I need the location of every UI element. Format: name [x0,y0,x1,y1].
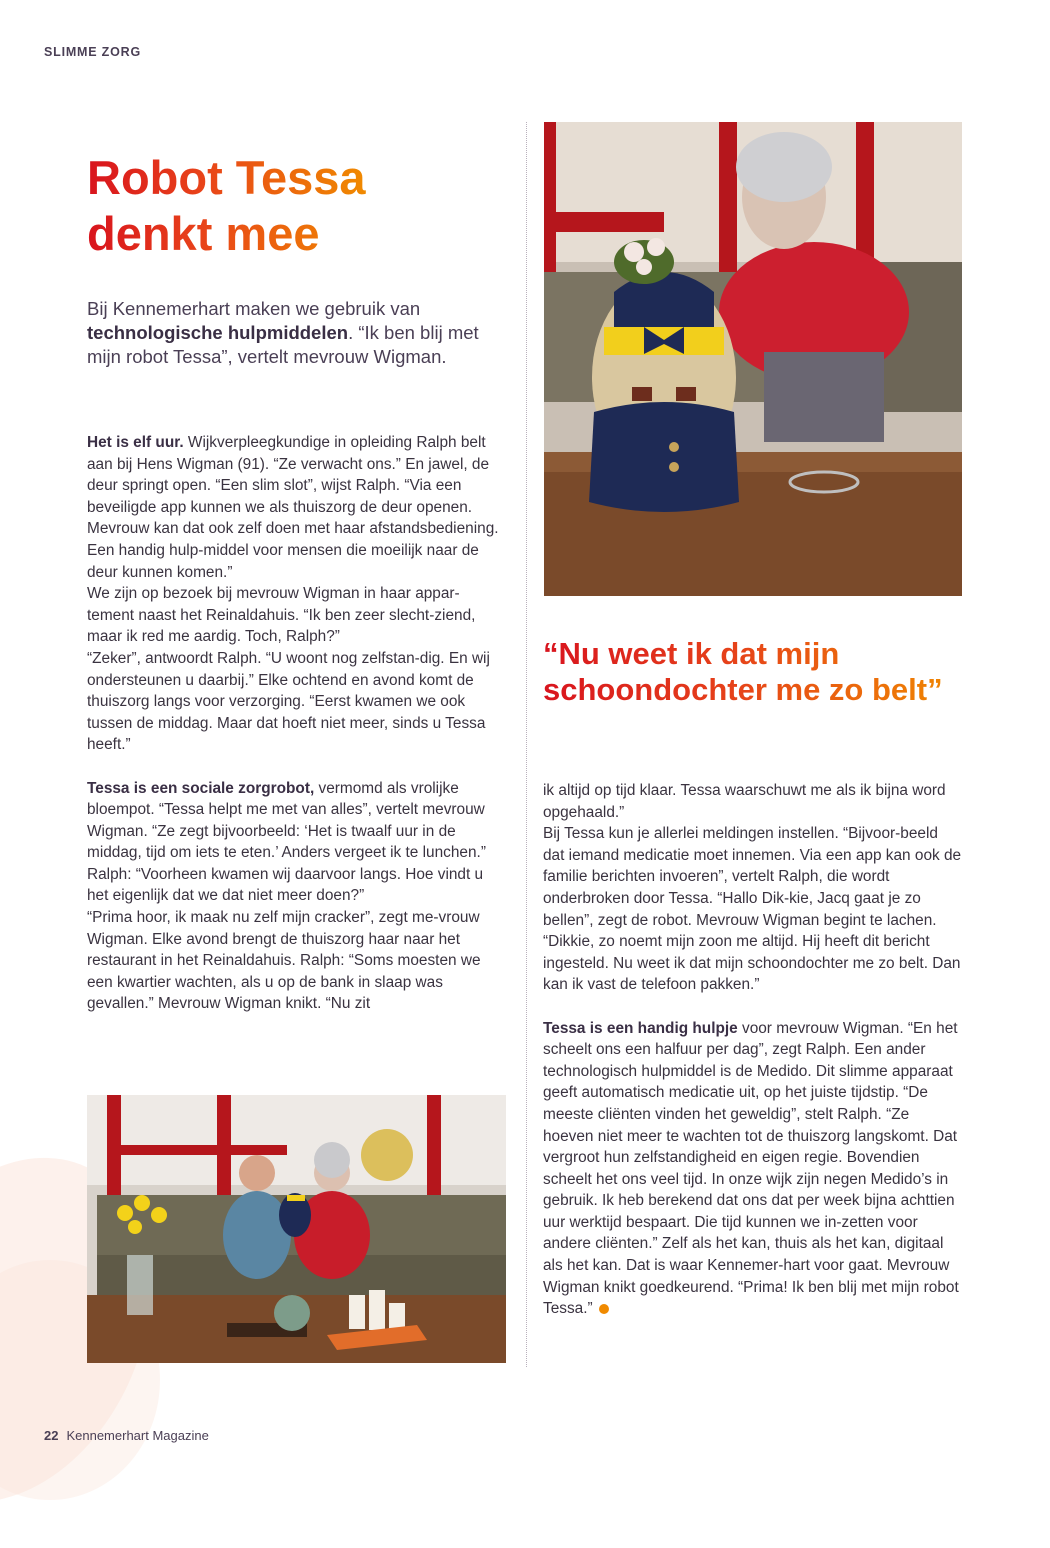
body-paragraph [543,780,963,823]
intro-paragraph [87,297,507,369]
paragraph-gap [87,756,505,778]
photo-robot-image [544,122,962,596]
right-column-text [543,780,963,1320]
paragraph-lead: Tessa is een handig hulpje [543,1019,738,1037]
paragraph-lead: Het is elf uur. [87,434,184,451]
body-paragraph [87,432,505,583]
column-divider [526,122,527,1367]
page-number: 22 [44,1428,59,1443]
title-line: denkt mee [87,207,320,260]
left-column-text [87,432,505,1015]
body-paragraph [543,1018,963,1320]
body-paragraph [87,583,505,648]
paragraph-text: “Zeker”, antwoordt Ralph. “U woont nog zelfstan-dig. En wij ondersteunen u daarbij.” Elke ochtend en avond komt de thuiszorg langs voor verzorging. “Eerst kwamen we ook tussen de middag. Maar dat hoeft niet meer, sinds u Tessa heeft.” [87,649,490,754]
section-label: SLIMME ZORG [44,45,141,59]
body-paragraph [543,823,963,996]
paragraph-text: voor mevrouw Wigman. “En het scheelt ons een halfuur per dag”, zegt Ralph. Een ander technologisch hulpmiddel is de Medido. Dit slimme apparaat geeft automatisch medicatie uit, op het juiste tijdstip. “De meeste cliënten vinden het geweldig”, stelt Ralph. “Ze hoeven niet meer te wachten tot de thuiszorg langskomt. Dat vergroot hun zelfstandigheid en eigen regie. Bovendien scheelt het ons veel tijd. In onze wijk zijn negen Medido’s in gebruik. Ik heb berekend dat ons dat per week bijna achttien uur werktijd bespaart. Die tijd kunnen we in-zetten voor andere cliënten.” Zelf als het kan, thuis als het kan, digitaal als het kan. Dat is waar Kennemer-hart voor gaat. Mevrouw Wigman knikt goedkeurend. “Prima! Ik ben blij met mijn robot Tessa.” [543,1019,959,1318]
paragraph-gap [543,996,963,1018]
photo-sofa-image [87,1095,506,1363]
intro-text: Bij Kennemerhart maken we gebruik van [87,298,421,319]
intro-text: . “Ik ben blij met mijn robot Tessa”, vertelt mevrouw Wigman. [87,322,479,367]
paragraph-text: We zijn op bezoek bij mevrouw Wigman in haar appar-tement naast het Reinaldahuis. “Ik ben zeer slecht-ziend, maar ik red me aardig. Toch, Ralph?” [87,585,476,646]
article-title [87,150,366,262]
paragraph-text: “Prima hoor, ik maak nu zelf mijn cracker”, zegt me-vrouw Wigman. Elke avond brengt de thuiszorg haar naar het restaurant in het Reinaldahuis. Ralph: “Soms moesten we een kwartier wachten, als u op de bank in slaap was gevallen.” Mevrouw Wigman knikt. “Nu zit [87,909,481,1013]
end-mark-icon [599,1304,609,1314]
body-paragraph [87,907,505,1015]
body-paragraph [87,778,505,908]
paragraph-text: Bij Tessa kun je allerlei meldingen instellen. “Bijvoor-beeld dat iemand medicatie moet innemen. Via een app kan ook de familie berichten invoeren”, vertelt Ralph, die wordt onderbroken door Tessa. “Hallo Dik-kie, Jacq gaat je zo bellen”, zegt de robot. Mevrouw Wigman begint te lachen. “Dikkie, zo noemt mijn zoon me altijd. Hij heeft dit bericht ingesteld. Nu weet ik dat mijn schoondochter me zo belt. Dan kan ik vast de telefoon pakken.” [543,825,962,994]
paragraph-text: ik altijd op tijd klaar. Tessa waarschuwt me als ik bijna word opgehaald.” [543,782,946,821]
pull-quote: “Nu weet ik dat mijn schoondochter me zo belt” [543,636,963,708]
paragraph-text: Wijkverpleegkundige in opleiding Ralph belt aan bij Hens Wigman (91). “Ze verwacht ons.” En jawel, de deur springt open. “Een slim slot”, wijst Ralph. “Via een beveiligde app kunnen we als thuiszorg de deur openen. Mevrouw kan dat ook zelf doen met haar afstandsbediening. Een handig hulp-middel voor mensen die moeilijk naar de deur kunnen komen.” [87,434,499,581]
paragraph-text: vermomd als vrolijke bloempot. “Tessa helpt me met van alles”, vertelt mevrouw Wigman. “Ze zegt bijvoorbeeld: ‘Het is twaalf uur in de middag, tijd om iets te eten.’ Anders vergeet ik te lunchen.” Ralph: “Voorheen kwamen wij daarvoor langs. Hoe vindt u het eigenlijk dat we dat niet meer doen?” [87,779,486,905]
paragraph-lead: Tessa is een sociale zorgrobot, [87,779,315,797]
photo-woman-with-robot [544,122,962,596]
body-paragraph [87,648,505,756]
intro-bold: technologische hulpmiddelen [87,322,349,343]
page-footer [44,1428,209,1443]
title-line: Robot Tessa [87,151,366,204]
photo-ralph-and-wigman [87,1095,506,1363]
publication-name: Kennemerhart Magazine [66,1428,209,1443]
